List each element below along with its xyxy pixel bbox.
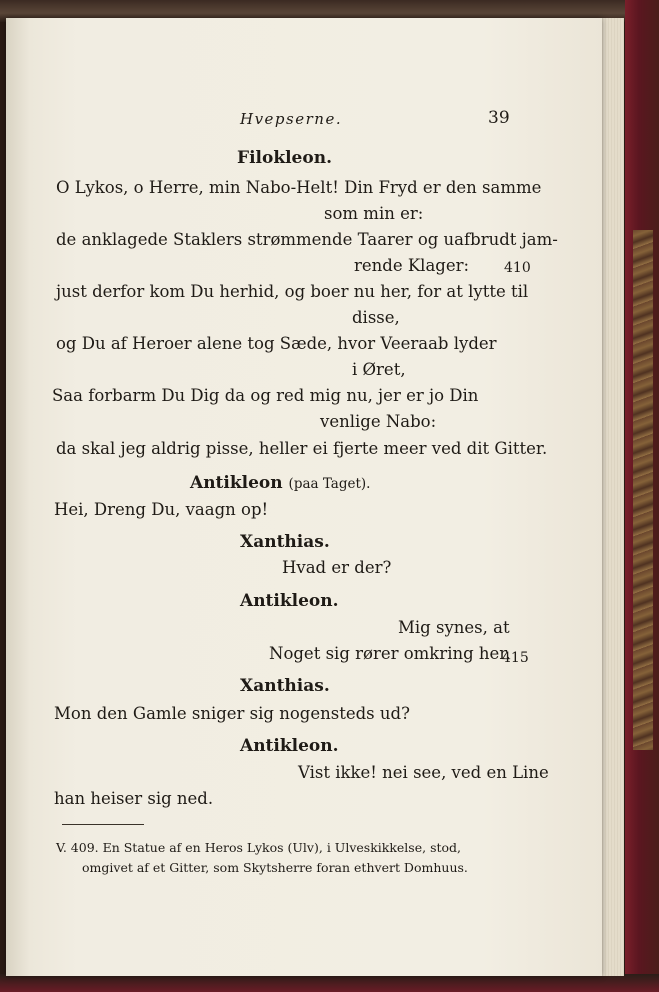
verse-line: O Lykos, o Herre, min Nabo-Helt! Din Fryd er den samme (56, 178, 542, 197)
verse-line: Mig synes, at (398, 618, 510, 637)
speaker-antikleon (190, 473, 370, 493)
speaker-xanthias: Xanthias. (240, 532, 330, 552)
verse-line: da skal jeg aldrig pisse, heller ei fjerte meer ved dit Gitter. (56, 439, 548, 458)
verse-line: Hei, Dreng Du, vaagn op! (54, 500, 269, 519)
verse-line: Vist ikke! nei see, ved en Line (298, 763, 549, 782)
running-title: Hvepserne. (240, 110, 343, 128)
speaker-name: Antikleon (190, 473, 283, 493)
stage-direction: (paa Taget). (288, 476, 371, 492)
book-page (6, 18, 602, 976)
verse-line: Noget sig rører omkring her. (269, 644, 511, 663)
speaker-filokleon: Filokleon. (237, 148, 332, 168)
footnote-rule (62, 824, 144, 825)
verse-line: rende Klager: (354, 256, 470, 275)
line-number: 410 (504, 260, 531, 276)
verse-line: i Øret, (352, 360, 406, 379)
footnote-line: omgivet af et Gitter, som Skytsherre foran ethvert Domhuus. (82, 860, 468, 875)
book-marbled-edge (633, 230, 653, 750)
verse-line: og Du af Heroer alene tog Sæde, hvor Veeraab lyder (56, 334, 497, 353)
verse-line: Hvad er der? (282, 558, 392, 577)
book-cover-bottom (0, 974, 659, 992)
speaker-antikleon: Antikleon. (240, 736, 339, 756)
verse-line: Mon den Gamle sniger sig nogensteds ud? (54, 704, 410, 723)
verse-line: disse, (352, 308, 400, 327)
speaker-antikleon: Antikleon. (240, 591, 339, 611)
verse-line: som min er: (324, 204, 424, 223)
verse-line: de anklagede Staklers strømmende Taarer og uafbrudt jam- (56, 230, 558, 249)
verse-line: just derfor kom Du herhid, og boer nu her, for at lytte til (56, 282, 529, 301)
verse-line: han heiser sig ned. (54, 789, 214, 808)
verse-line: venlige Nabo: (320, 412, 437, 431)
line-number: 415 (502, 650, 529, 666)
footnote-line: V. 409. En Statue af en Heros Lykos (Ulv), i Ulveskikkelse, stod, (56, 840, 462, 855)
speaker-xanthias: Xanthias. (240, 676, 330, 696)
verse-line: Saa forbarm Du Dig da og red mig nu, jer er jo Din (52, 386, 479, 405)
page-number: 39 (488, 108, 510, 128)
